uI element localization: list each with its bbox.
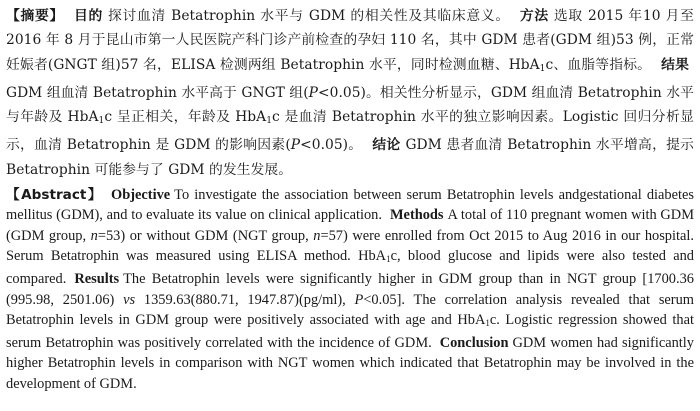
en-n-symbol: n [90,227,98,244]
en-conclusion-text: GDM women had significantly higher Betatrophin levels in comparison with NGT women which indicated that Betatrophin may be involved in the development of GDM. [6,335,694,392]
zh-results-text: GDM 组血清 Betatrophin 水平高于 GNGT 组( [6,84,309,101]
zh-objective-text: 探讨血清 Betatrophin 水平与 GDM 的相关性及其临床意义。 [108,8,510,24]
en-methods-text-2: =53) or without GDM (NGT group, [97,227,314,244]
zh-conclusion-label: 结论 [372,137,401,154]
zh-methods-label: 方法 [519,8,549,24]
en-p-symbol: P [354,291,364,308]
zh-results-text-5: <0.05)。 [300,137,363,154]
zh-conclusion-text: GDM 患者血清 Betatrophin 水平增高，提示 Betatrophin 可能参与了 GDM 的发生发展。 [6,137,695,178]
zh-results-text-4: c 是血清 Betatrophin 水平的独立影响因素。Logistic 回归分析显示，血清 Betatrophin 是 GDM 的影响因素( [6,109,694,154]
en-methods-text-4: c, blood glucose and lipids were also tested and compared. [6,247,694,288]
en-results-text-3: <0.05]. The correlation analysis revealed that serum Betatrophin levels in GDM group were positively associated with age and HbA [6,291,694,328]
en-conclusion-label: Conclusion [439,335,509,352]
zh-p-symbol: P [290,137,301,154]
zh-hba-subscript: 1 [98,116,105,127]
en-objective-text: To investigate the association between serum Betatrophin levels andgestational diabetes mellitus (GDM), and to evaluate its value on clinical application. [6,187,694,224]
en-results-text: The Betatrophin levels were significantly higher in GDM group than in NGT group [1700.36 (995.98, 2501.06) [6,271,694,308]
en-objective-label: Objective [111,187,171,204]
zh-abstract-heading: 【摘要】 [6,8,65,24]
en-hba-subscript: 1 [386,253,391,264]
zh-methods-text: 选取 2015 年10 月至 2016 年 8 月于昆山市第一人民医院产科门诊产前检查的孕妇 110 名，其中 GDM 患者(GDM 组)53 例，正常妊娠者(GNGT 组)57 名，ELISA 检测两组 Betatrophin 水平，同时检测血糖、HbA [6,8,695,73]
zh-results-text-2: <0.05)。相关性分析显示，GDM 组血清 Betatrophin 水平与年龄及 HbA [6,84,694,126]
abstract-page [6,0,694,394]
en-results-label: Results [74,271,120,288]
en-methods-text: A total of 110 pregnant women with GDM (GDM group, [6,207,694,244]
zh-results-label: 结果 [661,56,689,73]
en-hba-subscript: 1 [485,317,490,328]
en-vs-symbol: vs [123,291,136,308]
zh-hba-subscript: 1 [539,63,546,74]
zh-results-text-3: c 呈正相关，年龄及 HbA [104,109,267,126]
zh-p-symbol: P [308,84,319,101]
en-methods-text-3: =57) were enrolled from Oct 2015 to Aug 2016 in our hospital. Serum Betatrophin was measured using ELISA method. HbA [6,227,694,264]
en-results-text-2: 1359.63(880.71, 1947.87)(pg/ml), [135,291,355,308]
en-n-symbol: n [313,227,321,244]
zh-hba-subscript: 1 [266,116,272,127]
english-abstract [6,185,694,394]
zh-methods-text-end: c、血脂等指标。 [545,56,652,73]
zh-objective-label: 目的 [74,8,104,24]
en-results-text-4: c. Logistic regression showed that serum Betatrophin was positively correlated with the incidence of GDM. [6,311,694,352]
en-methods-label: Methods [389,207,444,224]
chinese-abstract [6,4,694,182]
en-abstract-heading: 【Abstract】 [6,187,104,204]
